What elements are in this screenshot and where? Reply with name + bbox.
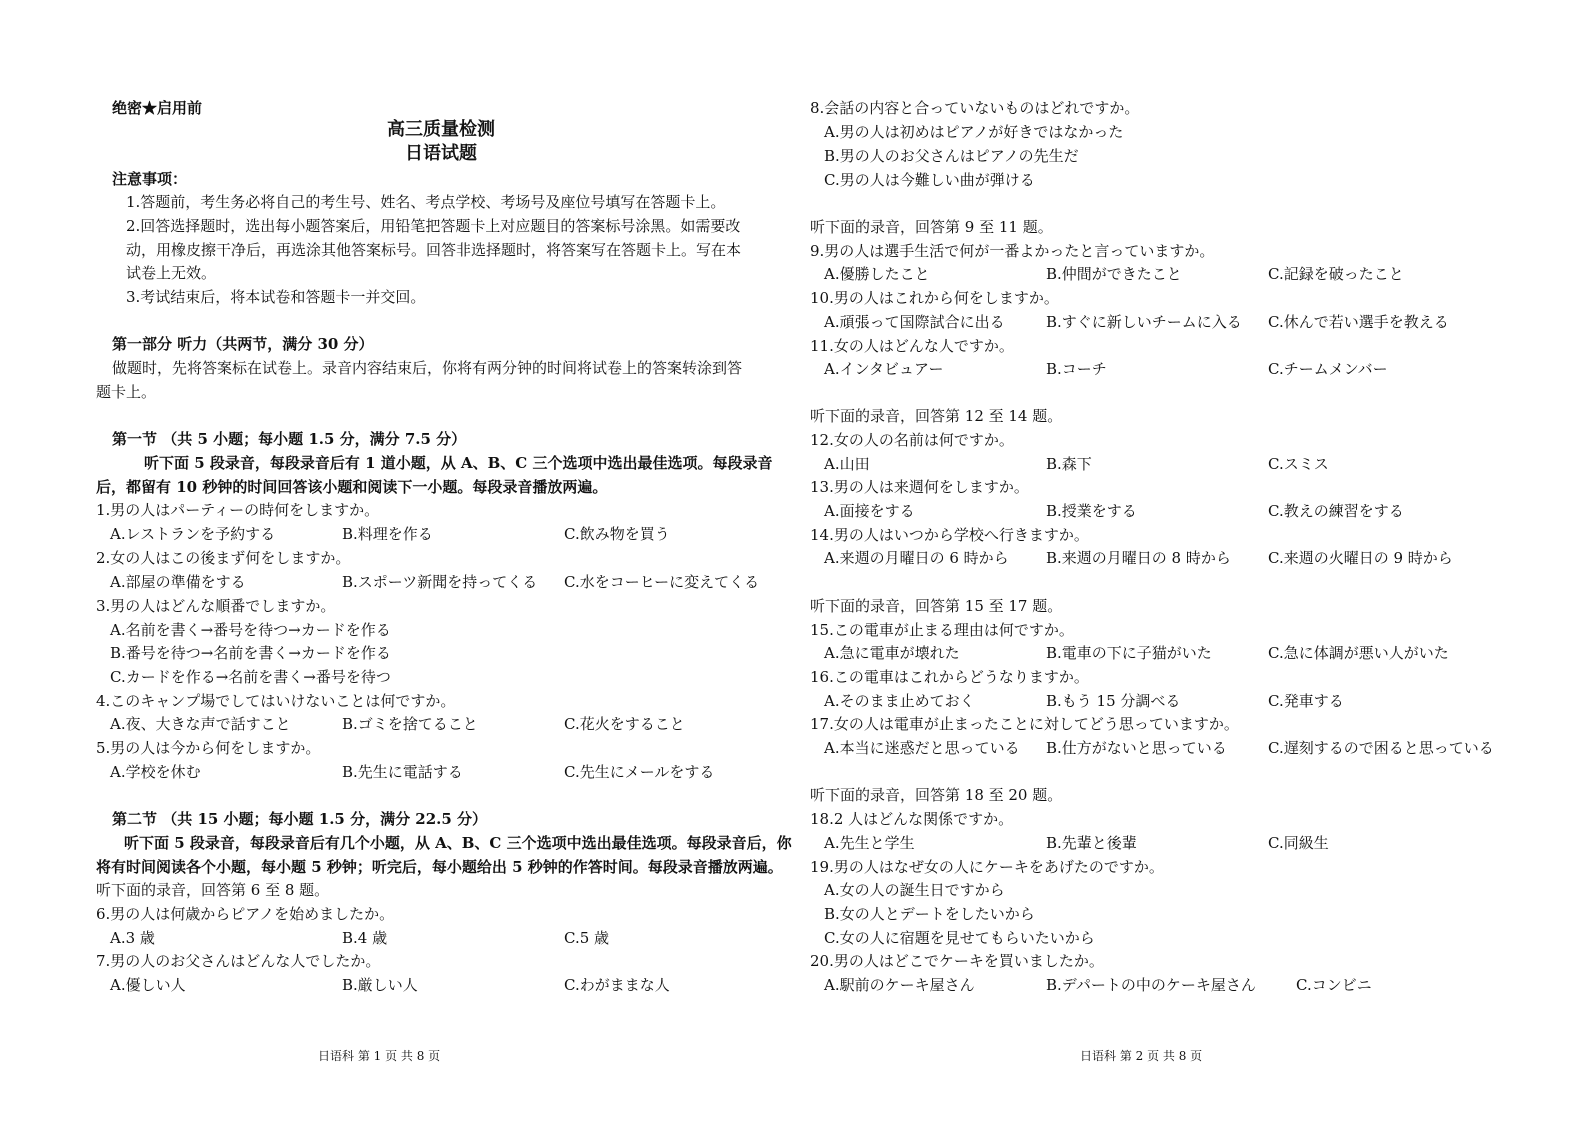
q4-option-b: B.ゴミを捨てること (342, 715, 478, 733)
section2-desc: 听下面 5 段录音，每段录音后有几个小题，从 A、B、C 三个选项中选出最佳选项。每段录音后，你 (124, 834, 792, 852)
question-7: 7.男の人のお父さんはどんな人でしたか。 (96, 952, 381, 970)
q12-option-b: B.森下 (1046, 455, 1092, 473)
q17-option-c: C.遅刻するので困ると思っている (1268, 739, 1494, 757)
question-10: 10.男の人はこれから何をしますか。 (810, 289, 1059, 307)
exam-subtitle: 日语试题 (405, 143, 477, 164)
q5-option-b: B.先生に電話する (342, 763, 463, 781)
q18-option-c: C.同級生 (1268, 834, 1329, 852)
listen-instruction-9-11: 听下面的录音，回答第 9 至 11 题。 (810, 218, 1053, 236)
section2-desc: 将有时间阅读各个小题，每小题 5 秒钟；听完后，每小题给出 5 秒钟的作答时间。每段录音播放两遍。 (96, 858, 783, 876)
q17-option-b: B.仕方がないと思っている (1046, 739, 1227, 757)
q7-option-a: A.優しい人 (110, 976, 186, 994)
q5-option-a: A.学校を休む (110, 763, 201, 781)
q16-option-b: B.もう 15 分調べる (1046, 692, 1181, 710)
q13-option-c: C.教えの練習をする (1268, 502, 1404, 520)
q2-option-a: A.部屋の準備をする (110, 573, 246, 591)
q7-option-b: B.厳しい人 (342, 976, 418, 994)
q20-option-c: C.コンビニ (1296, 976, 1372, 994)
q11-option-c: C.チームメンバー (1268, 360, 1388, 378)
listen-instruction-18-20: 听下面的录音，回答第 18 至 20 题。 (810, 786, 1063, 804)
q4-option-c: C.花火をすること (564, 715, 685, 733)
page-footer: 日语科 第 2 页 共 8 页 (1080, 1049, 1203, 1063)
q1-option-c: C.飲み物を買う (564, 525, 670, 543)
question-13: 13.男の人は来週何をしますか。 (810, 478, 1029, 496)
q2-option-b: B.スポーツ新聞を持ってくる (342, 573, 538, 591)
q17-option-a: A.本当に迷惑だと思っている (824, 739, 1020, 757)
question-18: 18.2 人はどんな関係ですか。 (810, 810, 1014, 828)
q13-option-b: B.授業をする (1046, 502, 1137, 520)
q10-option-c: C.休んで若い選手を教える (1268, 313, 1449, 331)
q11-option-b: B.コーチ (1046, 360, 1107, 378)
q19-option-a: A.女の人の誕生日ですから (824, 881, 1005, 899)
listen-instruction-6-8: 听下面的录音，回答第 6 至 8 题。 (96, 881, 330, 899)
section1-desc: 听下面 5 段录音，每段录音后有 1 道小题，从 A、B、C 三个选项中选出最佳选项。每段录音 (144, 454, 773, 472)
q20-option-b: B.デパートの中のケーキ屋さん (1046, 976, 1256, 994)
notice-heading: 注意事项： (112, 170, 188, 188)
question-19: 19.男の人はなぜ女の人にケーキをあげたのですか。 (810, 858, 1164, 876)
q18-option-a: A.先生と学生 (824, 834, 915, 852)
section1-desc: 后，都留有 10 秒钟的时间回答该小题和阅读下一小题。每段录音播放两遍。 (96, 478, 608, 496)
section2-heading: 第二节 （共 15 小题；每小题 1.5 分，满分 22.5 分） (112, 810, 488, 828)
question-11: 11.女の人はどんな人ですか。 (810, 337, 1014, 355)
q14-option-a: A.来週の月曜日の 6 時から (824, 549, 1009, 567)
q6-option-c: C.5 歳 (564, 929, 610, 947)
question-4: 4.このキャンプ場でしてはいけないことは何ですか。 (96, 692, 456, 710)
q6-option-b: B.4 歳 (342, 929, 388, 947)
q6-option-a: A.3 歳 (110, 929, 155, 947)
q2-option-c: C.水をコーヒーに変えてくる (564, 573, 760, 591)
q9-option-c: C.記録を破ったこと (1268, 265, 1404, 283)
q12-option-c: C.スミス (1268, 455, 1329, 473)
q12-option-a: A.山田 (824, 455, 870, 473)
q3-option-c: C.カードを作る→名前を書く→番号を待つ (110, 668, 391, 686)
q9-option-a: A.優勝したこと (824, 265, 930, 283)
notice-item: 1.答题前，考生务必将自己的考生号、姓名、考点学校、考场号及座位号填写在答题卡上。 (126, 193, 726, 211)
question-15: 15.この電車が止まる理由は何ですか。 (810, 621, 1074, 639)
q5-option-c: C.先生にメールをする (564, 763, 715, 781)
page-footer: 日语科 第 1 页 共 8 页 (318, 1049, 441, 1063)
question-14: 14.男の人はいつから学校へ行きますか。 (810, 526, 1089, 544)
question-9: 9.男の人は選手生活で何が一番よかったと言っていますか。 (810, 242, 1215, 260)
section1-heading: 第一节 （共 5 小题；每小题 1.5 分，满分 7.5 分） (112, 430, 467, 448)
q8-option-a: A.男の人は初めはピアノが好きではなかった (824, 123, 1124, 141)
q13-option-a: A.面接をする (824, 502, 915, 520)
question-6: 6.男の人は何歳からピアノを始めましたか。 (96, 905, 395, 923)
part1-heading: 第一部分 听力（共两节，满分 30 分） (112, 335, 374, 353)
q19-option-b: B.女の人とデートをしたいから (824, 905, 1035, 923)
question-1: 1.男の人はパーティーの時何をしますか。 (96, 501, 380, 519)
question-17: 17.女の人は電車が止まったことに対してどう思っていますか。 (810, 715, 1239, 733)
confidential-mark: 绝密★启用前 (112, 99, 203, 117)
q4-option-a: A.夜、大きな声で話すこと (110, 715, 291, 733)
notice-item: 动，用橡皮擦干净后，再选涂其他答案标号。回答非选择题时，将答案写在答题卡上。写在本 (126, 241, 742, 259)
q3-option-a: A.名前を書く→番号を待つ→カードを作る (110, 621, 391, 639)
q16-option-c: C.発車する (1268, 692, 1344, 710)
q19-option-c: C.女の人に宿題を見せてもらいたいから (824, 929, 1095, 947)
notice-item: 3.考试结束后，将本试卷和答题卡一并交回。 (126, 288, 426, 306)
notice-item: 试卷上无效。 (126, 264, 217, 282)
listen-instruction-12-14: 听下面的录音，回答第 12 至 14 题。 (810, 407, 1063, 425)
q10-option-a: A.頑張って国際試合に出る (824, 313, 1005, 331)
notice-item: 2.回答选择题时，选出每小题答案后，用铅笔把答题卡上对应题目的答案标号涂黑。如需要改 (126, 217, 741, 235)
question-5: 5.男の人は今から何をしますか。 (96, 739, 321, 757)
question-2: 2.女の人はこの後まず何をしますか。 (96, 549, 351, 567)
question-3: 3.男の人はどんな順番でしますか。 (96, 597, 336, 615)
q7-option-c: C.わがままな人 (564, 976, 670, 994)
q18-option-b: B.先輩と後輩 (1046, 834, 1137, 852)
q14-option-c: C.来週の火曜日の 9 時から (1268, 549, 1453, 567)
q1-option-a: A.レストランを予約する (110, 525, 276, 543)
q15-option-b: B.電車の下に子猫がいた (1046, 644, 1212, 662)
q1-option-b: B.料理を作る (342, 525, 433, 543)
q8-option-b: B.男の人のお父さんはピアノの先生だ (824, 147, 1079, 165)
question-12: 12.女の人の名前は何ですか。 (810, 431, 1014, 449)
question-8: 8.会話の内容と合っていないものはどれですか。 (810, 99, 1140, 117)
part1-desc: 做题时，先将答案标在试卷上。录音内容结束后，你将有两分钟的时间将试卷上的答案转涂到答 (112, 359, 743, 377)
q16-option-a: A.そのまま止めておく (824, 692, 975, 710)
exam-title: 高三质量检测 (387, 119, 495, 140)
q3-option-b: B.番号を待つ→名前を書く→カードを作る (110, 644, 391, 662)
q8-option-c: C.男の人は今難しい曲が弾ける (824, 171, 1035, 189)
q10-option-b: B.すぐに新しいチームに入る (1046, 313, 1242, 331)
part1-desc: 题卡上。 (96, 383, 157, 401)
q9-option-b: B.仲間ができたこと (1046, 265, 1182, 283)
question-16: 16.この電車はこれからどうなりますか。 (810, 668, 1089, 686)
q11-option-a: A.インタビュアー (824, 360, 944, 378)
q20-option-a: A.駅前のケーキ屋さん (824, 976, 975, 994)
listen-instruction-15-17: 听下面的录音，回答第 15 至 17 题。 (810, 597, 1063, 615)
q15-option-c: C.急に体調が悪い人がいた (1268, 644, 1449, 662)
q15-option-a: A.急に電車が壊れた (824, 644, 960, 662)
q14-option-b: B.来週の月曜日の 8 時から (1046, 549, 1231, 567)
question-20: 20.男の人はどこでケーキを買いましたか。 (810, 952, 1104, 970)
